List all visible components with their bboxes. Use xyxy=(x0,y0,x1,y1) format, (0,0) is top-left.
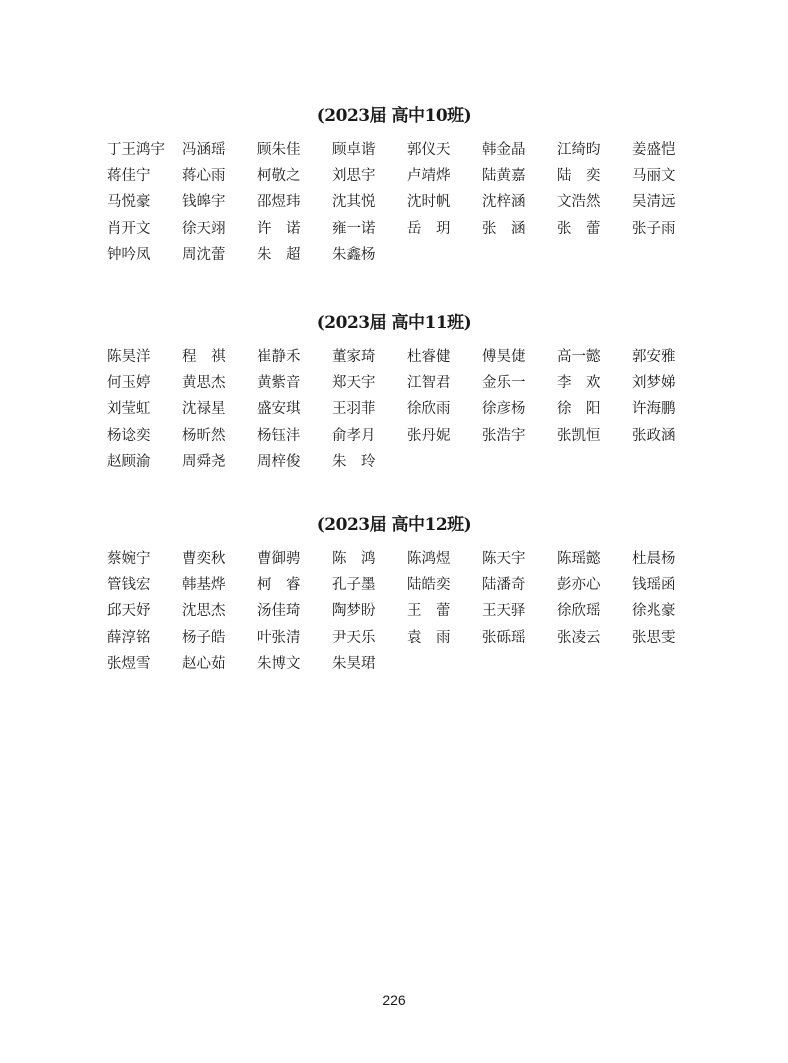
student-name: 杜睿健 xyxy=(407,349,451,365)
student-name: 张 涵 xyxy=(482,220,526,237)
student-name: 陆 奕 xyxy=(557,168,601,185)
student-name: 沈其悦 xyxy=(332,194,376,211)
student-name: 顾朱佳 xyxy=(257,142,301,158)
student-name: 何玉婷 xyxy=(107,375,151,392)
student-name: 王天驿 xyxy=(482,603,526,620)
student-name: 高一懿 xyxy=(557,349,601,365)
student-name: 陆皓奕 xyxy=(407,577,451,594)
student-name: 许海鹏 xyxy=(632,401,676,418)
name-row xyxy=(107,549,707,575)
student-name: 文浩然 xyxy=(557,194,601,211)
class-12-section xyxy=(0,513,788,680)
name-grid xyxy=(107,347,707,478)
student-name: 赵心茹 xyxy=(182,655,226,672)
student-name: 沈禄星 xyxy=(182,401,226,418)
student-name: 张思雯 xyxy=(632,629,676,646)
student-name: 黄思杰 xyxy=(182,375,226,392)
student-name: 钱皞宇 xyxy=(182,194,226,211)
student-name: 沈梓涵 xyxy=(482,194,526,211)
name-row xyxy=(107,654,707,680)
student-name: 雍一诺 xyxy=(332,220,376,237)
name-row xyxy=(107,219,707,245)
student-name: 许 诺 xyxy=(257,220,301,237)
student-name: 李 欢 xyxy=(557,375,601,392)
name-row xyxy=(107,628,707,654)
student-name: 徐彦杨 xyxy=(482,401,526,418)
student-name: 韩基烨 xyxy=(182,577,226,594)
student-name: 张凌云 xyxy=(557,629,601,646)
student-name: 张浩宇 xyxy=(482,427,526,444)
student-name: 周沈蕾 xyxy=(182,246,226,263)
student-name: 周舜尧 xyxy=(182,453,226,470)
student-name: 朱 玲 xyxy=(332,453,376,470)
student-name: 沈思杰 xyxy=(182,603,226,620)
student-name: 俞孝月 xyxy=(332,427,376,444)
student-name: 张砾瑶 xyxy=(482,629,526,646)
student-name: 薛淳铭 xyxy=(107,629,151,646)
name-row xyxy=(107,166,707,192)
name-row xyxy=(107,452,707,478)
student-name: 蔡婉宁 xyxy=(107,551,151,567)
student-name: 卢靖烨 xyxy=(407,168,451,185)
name-row xyxy=(107,426,707,452)
student-name: 金乐一 xyxy=(482,375,526,392)
student-name: 江智君 xyxy=(407,375,451,392)
student-name: 蒋心雨 xyxy=(182,168,226,185)
student-name: 崔静禾 xyxy=(257,349,301,365)
student-name: 陆黄嘉 xyxy=(482,168,526,185)
student-name: 管钱宏 xyxy=(107,577,151,594)
student-name: 张子雨 xyxy=(632,220,676,237)
student-name: 曹御骋 xyxy=(257,551,301,567)
student-name: 袁 雨 xyxy=(407,629,451,646)
student-name: 徐欣雨 xyxy=(407,401,451,418)
name-row xyxy=(107,245,707,271)
student-name: 刘思宇 xyxy=(332,168,376,185)
name-row xyxy=(107,575,707,601)
student-name: 张丹妮 xyxy=(407,427,451,444)
student-name: 杨昕然 xyxy=(182,427,226,444)
student-name: 韩金晶 xyxy=(482,142,526,158)
student-name: 杜晨杨 xyxy=(632,551,676,567)
student-name: 孔子墨 xyxy=(332,577,376,594)
student-name: 徐 阳 xyxy=(557,401,601,418)
student-name: 陈昊洋 xyxy=(107,349,151,365)
name-row xyxy=(107,373,707,399)
student-name: 陈天宇 xyxy=(482,551,526,567)
student-name: 王 蕾 xyxy=(407,603,451,620)
student-name: 钟吟凤 xyxy=(107,246,151,263)
page-number: 226 xyxy=(382,992,406,1008)
student-name: 黄紫音 xyxy=(257,375,301,392)
name-row xyxy=(107,192,707,218)
student-name: 肖开文 xyxy=(107,220,151,237)
student-name: 郭仪天 xyxy=(407,142,451,158)
student-name: 陆潘奇 xyxy=(482,577,526,594)
student-name: 徐欣瑶 xyxy=(557,603,601,620)
student-name: 柯敬之 xyxy=(257,168,301,185)
name-grid xyxy=(107,140,707,271)
student-name: 张 蕾 xyxy=(557,220,601,237)
name-grid xyxy=(107,549,707,680)
student-name: 傅昊倢 xyxy=(482,349,526,365)
student-name: 刘莹虹 xyxy=(107,401,151,418)
student-name: 朱昊珺 xyxy=(332,655,376,672)
student-name: 杨谂奕 xyxy=(107,427,151,444)
student-name: 马悦豪 xyxy=(107,194,151,211)
student-name: 丁王鸿宇 xyxy=(107,142,165,158)
student-name: 尹天乐 xyxy=(332,629,376,646)
student-name: 岳 玥 xyxy=(407,220,451,237)
section-title: (2023届 高中10班) xyxy=(316,106,472,126)
name-row xyxy=(107,347,707,373)
student-name: 马丽文 xyxy=(632,168,676,185)
student-name: 叶张清 xyxy=(257,629,301,646)
student-name: 张煜雪 xyxy=(107,655,151,672)
student-name: 曹奕秋 xyxy=(182,551,226,567)
student-name: 陶梦盼 xyxy=(332,603,376,620)
student-name: 郑天宇 xyxy=(332,375,376,392)
student-name: 柯 睿 xyxy=(257,577,301,594)
student-name: 邱天妤 xyxy=(107,603,151,620)
student-name: 张政涵 xyxy=(632,427,676,444)
student-name: 徐兆豪 xyxy=(632,603,676,620)
student-name: 程 祺 xyxy=(182,349,226,365)
class-10-section xyxy=(0,104,788,271)
student-name: 邵煜玮 xyxy=(257,194,301,211)
student-name: 沈时帆 xyxy=(407,194,451,211)
student-name: 陈鸿煜 xyxy=(407,551,451,567)
student-name: 朱 超 xyxy=(257,246,301,263)
student-name: 蒋佳宁 xyxy=(107,168,151,185)
student-name: 刘梦娣 xyxy=(632,375,676,392)
student-name: 陈 鸿 xyxy=(332,551,376,567)
name-row xyxy=(107,399,707,425)
student-name: 王羽菲 xyxy=(332,401,376,418)
name-row xyxy=(107,601,707,627)
student-name: 杨子皓 xyxy=(182,629,226,646)
class-11-section xyxy=(0,311,788,478)
student-name: 彭亦心 xyxy=(557,577,601,594)
student-name: 张凯恒 xyxy=(557,427,601,444)
student-name: 徐天翊 xyxy=(182,220,226,237)
student-name: 汤佳琦 xyxy=(257,603,301,620)
student-name: 朱鑫杨 xyxy=(332,246,376,263)
student-name: 江绮昀 xyxy=(557,142,601,158)
name-row xyxy=(107,140,707,166)
student-name: 赵顾渝 xyxy=(107,453,151,470)
student-name: 郭安雅 xyxy=(632,349,676,365)
student-name: 姜盛恺 xyxy=(632,142,676,158)
section-title: (2023届 高中11班) xyxy=(316,313,472,333)
student-name: 钱瑶函 xyxy=(632,577,676,594)
student-name: 顾卓谐 xyxy=(332,142,376,158)
student-name: 杨钰沣 xyxy=(257,427,301,444)
student-name: 冯涵瑶 xyxy=(182,142,226,158)
student-name: 吴清远 xyxy=(632,194,676,211)
student-name: 盛安琪 xyxy=(257,401,301,418)
student-name: 周梓俊 xyxy=(257,453,301,470)
student-name: 陈瑶懿 xyxy=(557,551,601,567)
section-title: (2023届 高中12班) xyxy=(316,515,472,535)
student-name: 朱博文 xyxy=(257,655,301,672)
student-name: 董家琦 xyxy=(332,349,376,365)
